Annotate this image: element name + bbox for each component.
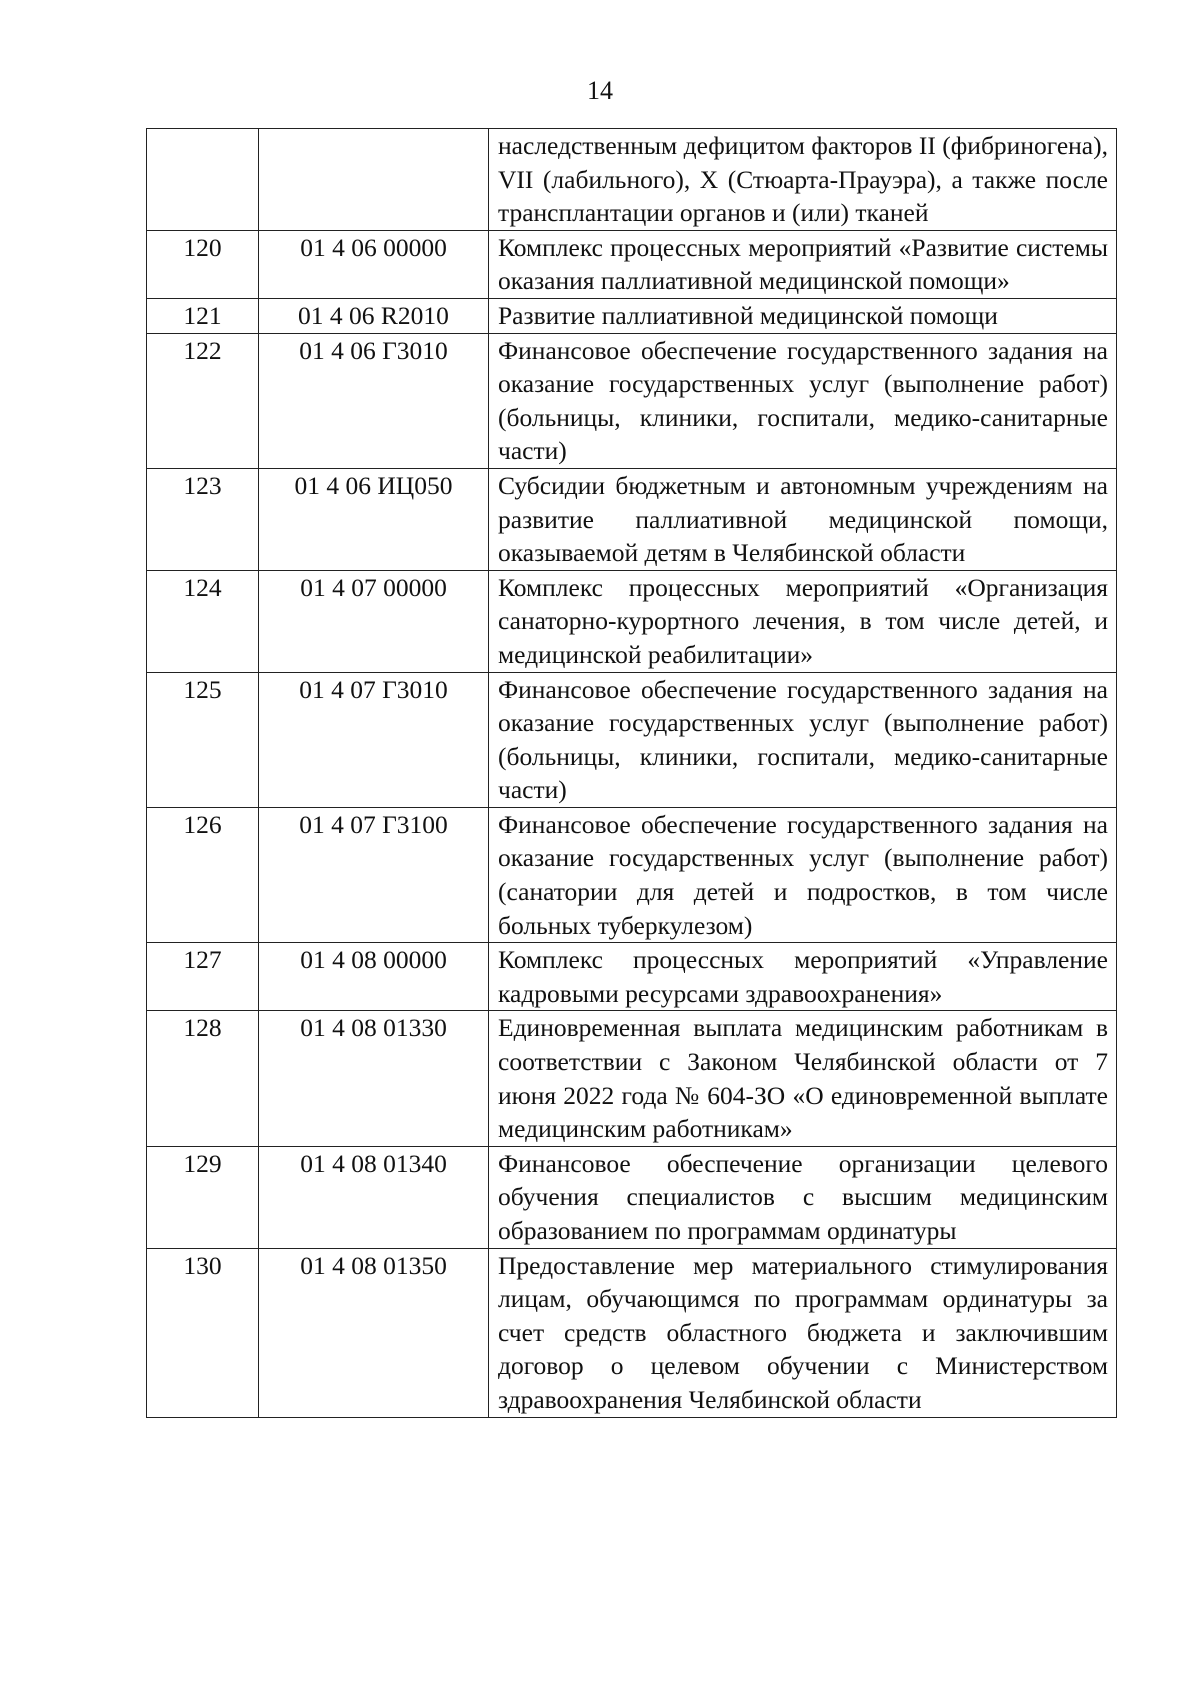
table-row xyxy=(147,1011,1117,1146)
table-row xyxy=(147,943,1117,1011)
page-number: 14 xyxy=(587,76,613,105)
table-row xyxy=(147,129,1117,231)
table-row xyxy=(147,672,1117,807)
row-number: 125 xyxy=(147,672,259,807)
row-description: Финансовое обеспечение государственного задания на оказание государственных услуг (выполнение работ) (санатории для детей и подростков, в том числе больных туберкулезом) xyxy=(489,807,1117,942)
classification-code: 01 4 08 00000 xyxy=(259,943,489,1011)
row-description: Комплекс процессных мероприятий «Развитие системы оказания паллиативной медицинской помощи» xyxy=(489,230,1117,298)
table-row xyxy=(147,1248,1117,1417)
row-number: 129 xyxy=(147,1146,259,1248)
classification-code: 01 4 08 01350 xyxy=(259,1248,489,1417)
row-description: Финансовое обеспечение государственного задания на оказание государственных услуг (выполнение работ) (больницы, клиники, госпитали, медико-санитарные части) xyxy=(489,672,1117,807)
row-number: 121 xyxy=(147,298,259,333)
classification-code: 01 4 07 Г3010 xyxy=(259,672,489,807)
row-description: Развитие паллиативной медицинской помощи xyxy=(489,298,1117,333)
row-description: Комплекс процессных мероприятий «Организация санаторно-курортного лечения, в том числе детей, и медицинской реабилитации» xyxy=(489,570,1117,672)
row-number: 126 xyxy=(147,807,259,942)
classification-code: 01 4 08 01330 xyxy=(259,1011,489,1146)
classification-code: 01 4 06 ИЦ050 xyxy=(259,468,489,570)
table-row xyxy=(147,807,1117,942)
row-description: Единовременная выплата медицинским работникам в соответствии с Законом Челябинской области от 7 июня 2022 года № 604-ЗО «О единовременной выплате медицинским работникам» xyxy=(489,1011,1117,1146)
table-row xyxy=(147,298,1117,333)
classification-code xyxy=(259,129,489,231)
row-number: 130 xyxy=(147,1248,259,1417)
table-row xyxy=(147,230,1117,298)
table-row xyxy=(147,468,1117,570)
budget-classification-table xyxy=(146,128,1117,1418)
row-number: 124 xyxy=(147,570,259,672)
table-row xyxy=(147,333,1117,468)
classification-code: 01 4 07 00000 xyxy=(259,570,489,672)
row-description: Предоставление мер материального стимулирования лицам, обучающимся по программам ординатуры за счет средств областного бюджета и заключившим договор о целевом обучении с Министерством здравоохранения Челябинской области xyxy=(489,1248,1117,1417)
row-number: 128 xyxy=(147,1011,259,1146)
row-number: 122 xyxy=(147,333,259,468)
classification-code: 01 4 07 Г3100 xyxy=(259,807,489,942)
row-description: Финансовое обеспечение государственного задания на оказание государственных услуг (выполнение работ) (больницы, клиники, госпитали, медико-санитарные части) xyxy=(489,333,1117,468)
row-number: 127 xyxy=(147,943,259,1011)
row-number xyxy=(147,129,259,231)
classification-code: 01 4 08 01340 xyxy=(259,1146,489,1248)
row-description: Комплекс процессных мероприятий «Управление кадровыми ресурсами здравоохранения» xyxy=(489,943,1117,1011)
row-description: Субсидии бюджетным и автономным учреждениям на развитие паллиативной медицинской помощи, оказываемой детям в Челябинской области xyxy=(489,468,1117,570)
classification-code: 01 4 06 Г3010 xyxy=(259,333,489,468)
classification-code: 01 4 06 00000 xyxy=(259,230,489,298)
table-row xyxy=(147,1146,1117,1248)
row-description: наследственным дефицитом факторов II (фибриногена), VII (лабильного), X (Стюарта-Прауэра), а также после трансплантации органов и (или) тканей xyxy=(489,129,1117,231)
row-description: Финансовое обеспечение организации целевого обучения специалистов с высшим медицинским образованием по программам ординатуры xyxy=(489,1146,1117,1248)
classification-code: 01 4 06 R2010 xyxy=(259,298,489,333)
row-number: 123 xyxy=(147,468,259,570)
row-number: 120 xyxy=(147,230,259,298)
table-row xyxy=(147,570,1117,672)
